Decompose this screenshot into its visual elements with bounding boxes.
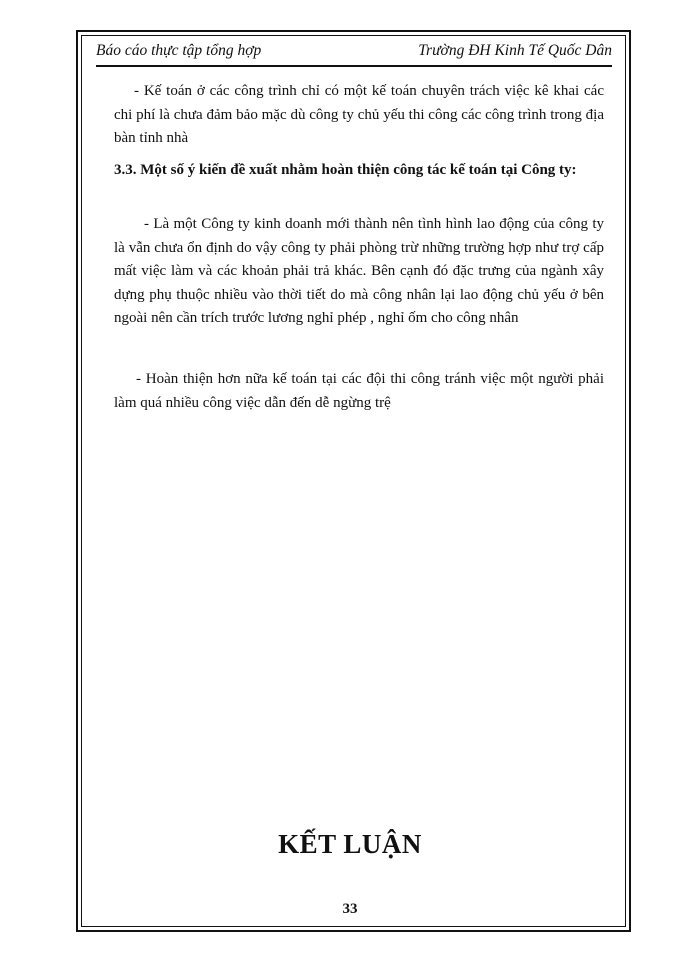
section-heading-3-3: 3.3. Một số ý kiến đề xuất nhằm hoàn thiện công tác kế toán tại Công ty: bbox=[114, 162, 577, 178]
paragraph-construction-teams: - Hoàn thiện hơn nữa kế toán tại các đội thi công tránh việc một người phải làm quá nhiều công việc dẫn đến dễ ngừng trệ bbox=[114, 371, 604, 411]
running-header bbox=[96, 40, 612, 64]
header-divider bbox=[96, 65, 612, 67]
paragraph-accounting-staff: - Kế toán ở các công trình chỉ có một kế toán chuyên trách việc kê khai các chi phí là chưa đảm bảo mặc dù công ty chủ yếu thi công các công trình trong địa bàn tỉnh nhà bbox=[114, 83, 604, 146]
page-number: 33 bbox=[342, 901, 358, 917]
header-university-name: Trường ĐH Kinh Tế Quốc Dân bbox=[418, 42, 612, 59]
header-report-title: Báo cáo thực tập tổng hợp bbox=[96, 42, 262, 59]
conclusion-title: KẾT LUẬN bbox=[278, 829, 422, 859]
paragraph-labor-situation: - Là một Công ty kinh doanh mới thành nên tình hình lao động của công ty là vẫn chưa ổn định do vậy công ty phải phòng trừ những trường hợp như trợ cấp mất việc làm và các khoản phải trả khác. Bên cạnh đó đặc trưng của ngành xây dựng phụ thuộc nhiều vào thời tiết do mà công nhân lại lao động chủ yếu ở bên ngoài nên cần trích trước lương nghỉ phép , nghỉ ốm cho công nhân bbox=[114, 216, 604, 326]
